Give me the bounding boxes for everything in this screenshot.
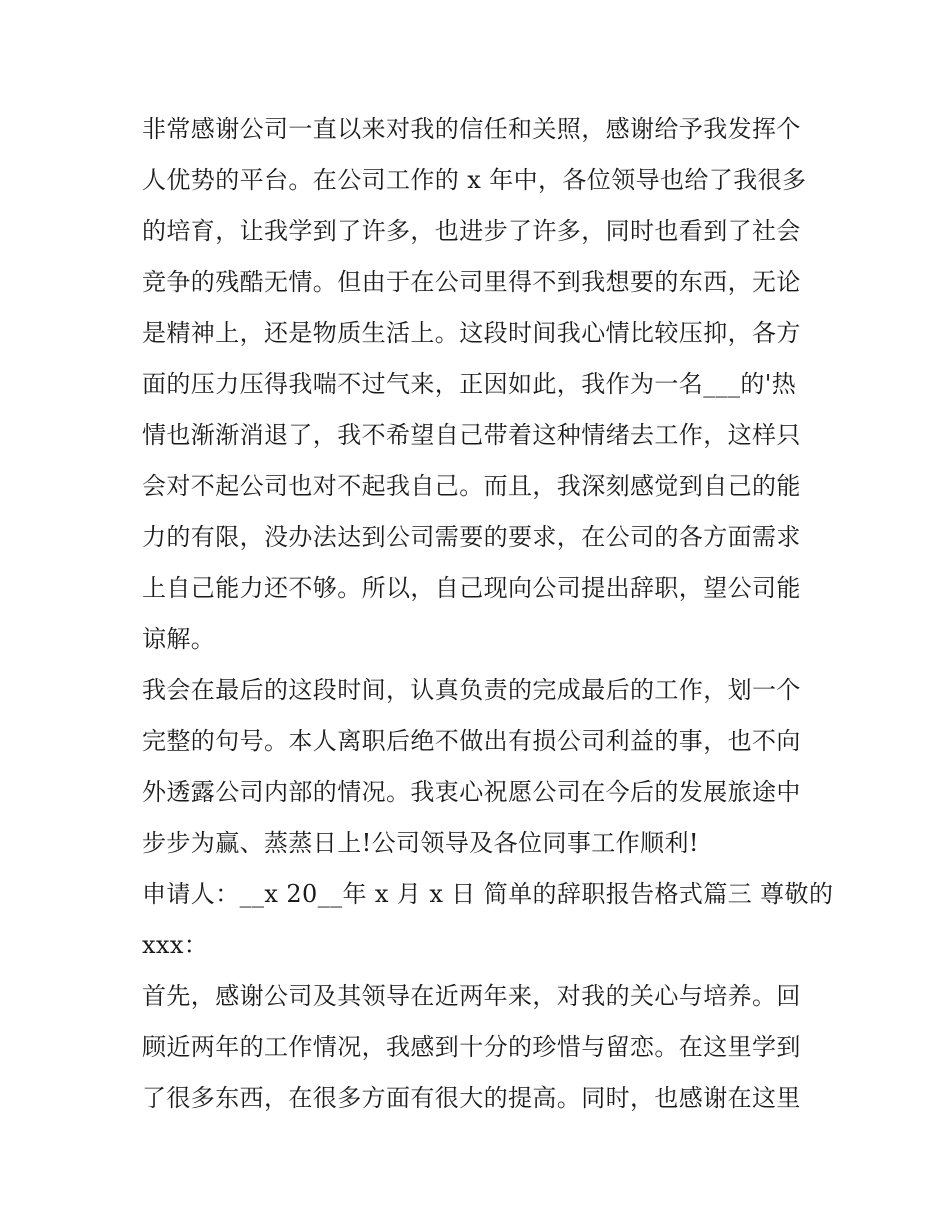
text-line: 人优势的平台。在公司工作的 x 年中，各位领导也给了我很多	[142, 166, 807, 194]
text-line: 情也渐渐消退了，我不希望自己带着这种情绪去工作，这样只	[142, 421, 801, 449]
document-body	[142, 104, 834, 1124]
text-line: 我会在最后的这段时间，认真负责的完成最后的工作，划一个	[142, 676, 801, 704]
text-line: 是精神上，还是物质生活上。这段时间我心情比较压抑，各方	[142, 319, 801, 347]
text-line: xxx：	[142, 931, 209, 959]
text-line: 步步为赢、蒸蒸日上!公司领导及各位同事工作顺利!	[142, 829, 699, 857]
text-line: 外透露公司内部的情况。我衷心祝愿公司在今后的发展旅途中	[142, 778, 801, 806]
text-line: 上自己能力还不够。所以，自己现向公司提出辞职，望公司能	[142, 574, 801, 602]
text-line: 面的压力压得我喘不过气来，正因如此，我作为一名___的'热	[142, 370, 797, 398]
text-line: 谅解。	[142, 625, 216, 653]
text-line: 的培育，让我学到了许多，也进步了许多，同时也看到了社会	[142, 217, 801, 245]
text-line: 竞争的残酷无情。但由于在公司里得不到我想要的东西，无论	[142, 268, 801, 296]
text-line: 申请人：__x 20__年 x 月 x 日 简单的辞职报告格式篇三 尊敬的	[142, 880, 834, 908]
text-line: 非常感谢公司一直以来对我的信任和关照，感谢给予我发挥个	[142, 115, 801, 143]
text-line: 力的有限，没办法达到公司需要的要求，在公司的各方面需求	[142, 523, 801, 551]
text-line: 顾近两年的工作情况，我感到十分的珍惜与留恋。在这里学到	[142, 1033, 801, 1061]
text-line: 完整的句号。本人离职后绝不做出有损公司利益的事，也不向	[142, 727, 801, 755]
text-line: 了很多东西，在很多方面有很大的提高。同时，也感谢在这里	[142, 1084, 801, 1112]
text-line: 会对不起公司也对不起我自己。而且，我深刻感觉到自己的能	[142, 472, 801, 500]
text-line: 首先，感谢公司及其领导在近两年来，对我的关心与培养。回	[142, 982, 801, 1010]
